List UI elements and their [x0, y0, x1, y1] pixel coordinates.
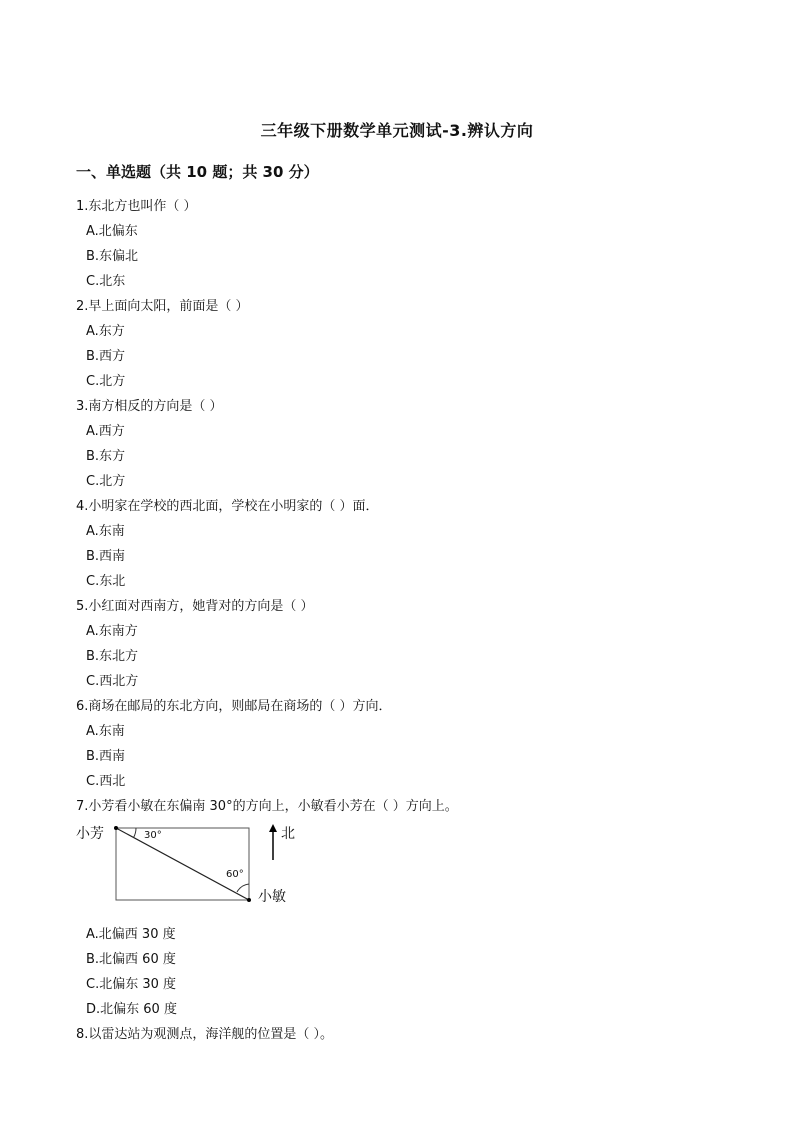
question-7-stem: 7.小芳看小敏在东偏南 30°的方向上，小敏看小芳在（ ）方向上。	[76, 799, 458, 814]
question-3-option-b: B.东方	[86, 449, 126, 464]
question-7-option-d: D.北偏东 60 度	[86, 1002, 177, 1017]
question-5-option-b: B.东北方	[86, 649, 139, 664]
question-5-option-a: A.东南方	[86, 624, 138, 639]
label-xiaofang: 小芳	[76, 826, 104, 842]
question-6-stem: 6.商场在邮局的东北方向，则邮局在商场的（ ）方向．	[76, 699, 392, 714]
question-2-option-c: C.北方	[86, 374, 126, 389]
section-heading: 一、单选题（共 10 题；共 30 分）	[76, 163, 319, 181]
question-1-option-a: A.北偏东	[86, 224, 138, 239]
question-3-option-a: A.西方	[86, 424, 125, 439]
question-7-option-b: B.北偏西 60 度	[86, 952, 176, 967]
angle-arc-30	[134, 828, 136, 838]
question-1-option-c: C.北东	[86, 274, 126, 289]
question-5-option-c: C.西北方	[86, 674, 139, 689]
question-3-option-c: C.北方	[86, 474, 126, 489]
angle-label-60: 60°	[226, 869, 244, 880]
question-4-option-c: C.东北	[86, 574, 126, 589]
point-xiaomin	[247, 898, 251, 902]
question-6-option-a: A.东南	[86, 724, 125, 739]
label-xiaomin: 小敏	[258, 889, 286, 905]
question-2-option-a: A.东方	[86, 324, 125, 339]
point-xiaofang	[114, 826, 118, 830]
north-arrow-head	[269, 824, 277, 832]
question-6-option-b: B.西南	[86, 749, 126, 764]
question-4-option-a: A.东南	[86, 524, 125, 539]
question-3-stem: 3.南方相反的方向是（ ）	[76, 399, 223, 414]
angle-arc-60	[237, 884, 249, 892]
question-6-option-c: C.西北	[86, 774, 126, 789]
direction-diagram	[70, 818, 310, 913]
question-2-stem: 2.早上面向太阳，前面是（ ）	[76, 299, 249, 314]
question-4-option-b: B.西南	[86, 549, 126, 564]
page-title: 三年级下册数学单元测试-3.辨认方向	[260, 121, 534, 140]
question-7-option-c: C.北偏东 30 度	[86, 977, 177, 992]
question-7-option-a: A.北偏西 30 度	[86, 927, 176, 942]
question-8-stem: 8.以雷达站为观测点，海洋舰的位置是（ ）。	[76, 1027, 334, 1042]
angle-label-30: 30°	[144, 830, 162, 841]
question-5-stem: 5.小红面对西南方，她背对的方向是（ ）	[76, 599, 314, 614]
diagram-diagonal	[116, 828, 249, 900]
question-1-option-b: B.东偏北	[86, 249, 139, 264]
label-north: 北	[281, 826, 295, 842]
question-4-stem: 4.小明家在学校的西北面，学校在小明家的（ ）面．	[76, 499, 379, 514]
question-2-option-b: B.西方	[86, 349, 126, 364]
question-1-stem: 1.东北方也叫作（ ）	[76, 199, 197, 214]
